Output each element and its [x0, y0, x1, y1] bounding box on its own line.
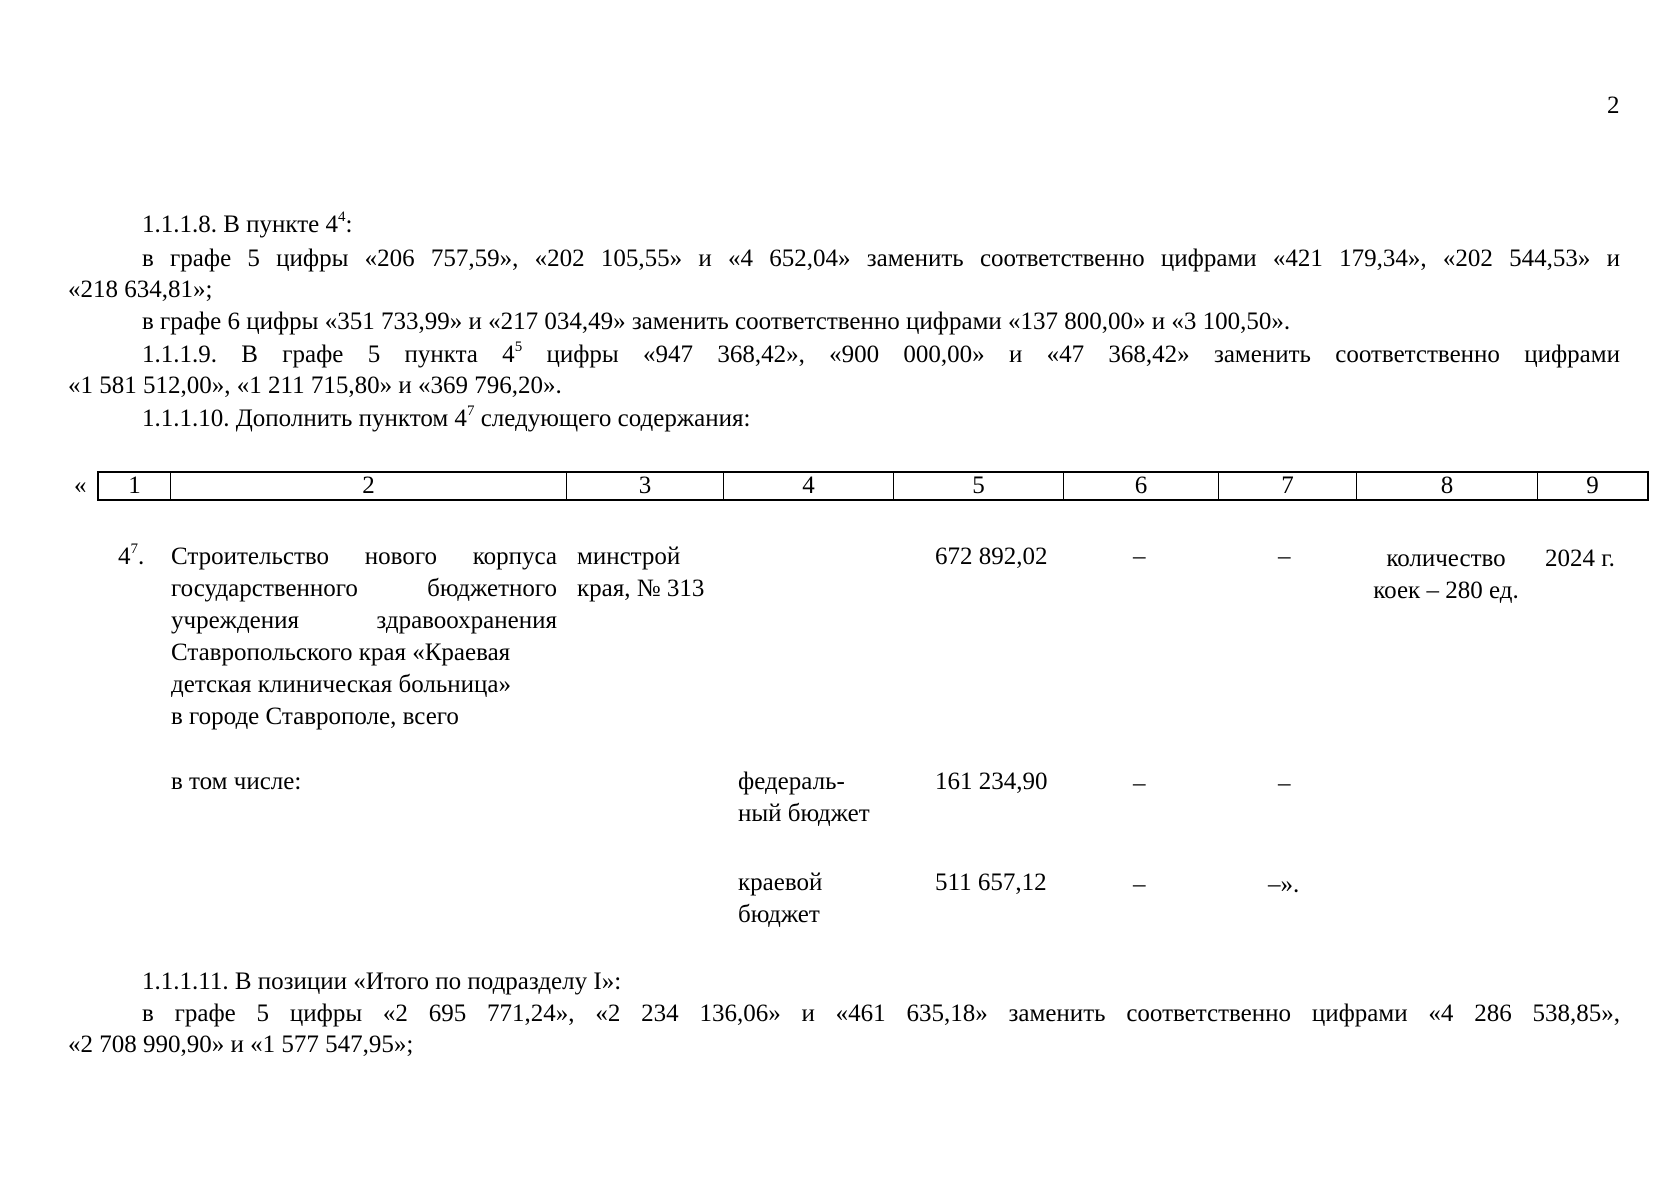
federal-source-line: ный бюджет	[738, 800, 870, 827]
regional-col6: –	[1133, 871, 1146, 898]
row-responsible	[577, 541, 704, 605]
regional-col7: –».	[1268, 871, 1300, 898]
p1-prefix: 1.1.1.8. В пункте 4	[142, 211, 339, 238]
result-line: коек – 280 ед.	[1373, 577, 1519, 604]
paragraph-1-1-1-8	[142, 209, 352, 241]
p5-suffix: следующего содержания:	[474, 405, 751, 432]
row-number: $4^7$.	[118, 540, 145, 570]
header-col-5: 5	[894, 473, 1064, 499]
p5-superscript: 7	[466, 402, 475, 419]
p1-suffix: :	[345, 211, 353, 238]
paragraph-col5-line2: «218 634,81»;	[68, 276, 213, 303]
row-title-line: Ставропольского края «Краевая	[171, 639, 511, 666]
federal-col7: –	[1278, 770, 1291, 797]
p5-prefix: 1.1.1.10. Дополнить пунктом 4	[142, 405, 467, 432]
p4-part-b: цифры «947 368,42», «900 000,00» и «47 368,42» заменить соответственно цифрами	[522, 341, 1620, 368]
federal-amount: 161 234,90	[935, 768, 1048, 795]
row-number-superscript: 7	[130, 540, 138, 557]
p4-part-a: 1.1.1.9. В графе 5 пункта 4	[142, 341, 515, 368]
header-col-6: 6	[1064, 473, 1219, 499]
header-col-1: 1	[99, 473, 171, 499]
row-title-line: в городе Ставрополе, всего	[171, 703, 459, 730]
row-year: 2024 г.	[1545, 545, 1615, 572]
including-label: в том числе:	[171, 768, 302, 795]
row-title-line: детская клиническая больница»	[171, 671, 512, 698]
row-title-line: Строительство нового корпуса	[171, 543, 557, 570]
header-col-2: 2	[171, 473, 567, 499]
regional-source-line: краевой	[738, 869, 823, 896]
row-title	[171, 541, 557, 733]
paragraph-1-1-1-11: 1.1.1.11. В позиции «Итого по подразделу I»:	[142, 968, 622, 995]
federal-source-line: федераль-	[738, 768, 845, 795]
header-col-9: 9	[1586, 472, 1599, 499]
paragraph-col5-line1: в графе 5 цифры «206 757,59», «202 105,55» и «4 652,04» заменить соответственно цифрами «421 179,34», «202 544,53» и	[142, 245, 1620, 272]
header-col-7: 7	[1219, 473, 1357, 499]
page-number: 2	[1607, 92, 1620, 119]
total-col7: –	[1278, 543, 1291, 570]
paragraph-total-line1: в графе 5 цифры «2 695 771,24», «2 234 136,06» и «461 635,18» заменить соответственно цифрами «4 286 538,85»,	[142, 1000, 1620, 1027]
paragraph-1-1-1-9-line2: «1 581 512,00», «1 211 715,80» и «369 796,20».	[68, 372, 562, 399]
table-header-row	[97, 471, 1649, 501]
total-amount: 672 892,02	[935, 543, 1048, 570]
p1-superscript: 4	[338, 208, 346, 225]
row-result	[1363, 543, 1529, 607]
paragraph-col6: в графе 6 цифры «351 733,99» и «217 034,49» заменить соответственно цифрами «137 800,00» и «3 100,50».	[142, 308, 1291, 335]
responsible-line: минстрой	[577, 543, 681, 570]
paragraph-total-line2: «2 708 990,90» и «1 577 547,95»;	[68, 1031, 414, 1058]
regional-source-line: бюджет	[738, 901, 820, 928]
row-title-line: учреждения здравоохранения	[171, 607, 557, 634]
header-col-3: 3	[567, 473, 724, 499]
header-col-4: 4	[724, 473, 894, 499]
header-col-8: 8	[1357, 473, 1538, 499]
regional-amount: 511 657,12	[935, 869, 1047, 896]
result-line: количество	[1386, 545, 1506, 572]
paragraph-1-1-1-9-line1	[142, 339, 1620, 371]
row-number-value: 4	[118, 543, 131, 570]
regional-source	[738, 867, 822, 931]
p4-superscript: 5	[514, 338, 523, 355]
row-title-line: государственного бюджетного	[171, 575, 557, 602]
federal-col6: –	[1133, 770, 1146, 797]
paragraph-1-1-1-10	[142, 403, 750, 435]
federal-source	[738, 766, 870, 830]
responsible-line: края, № 313	[577, 575, 705, 602]
total-col6: –	[1133, 543, 1146, 570]
table-open-quote: «	[74, 472, 87, 499]
